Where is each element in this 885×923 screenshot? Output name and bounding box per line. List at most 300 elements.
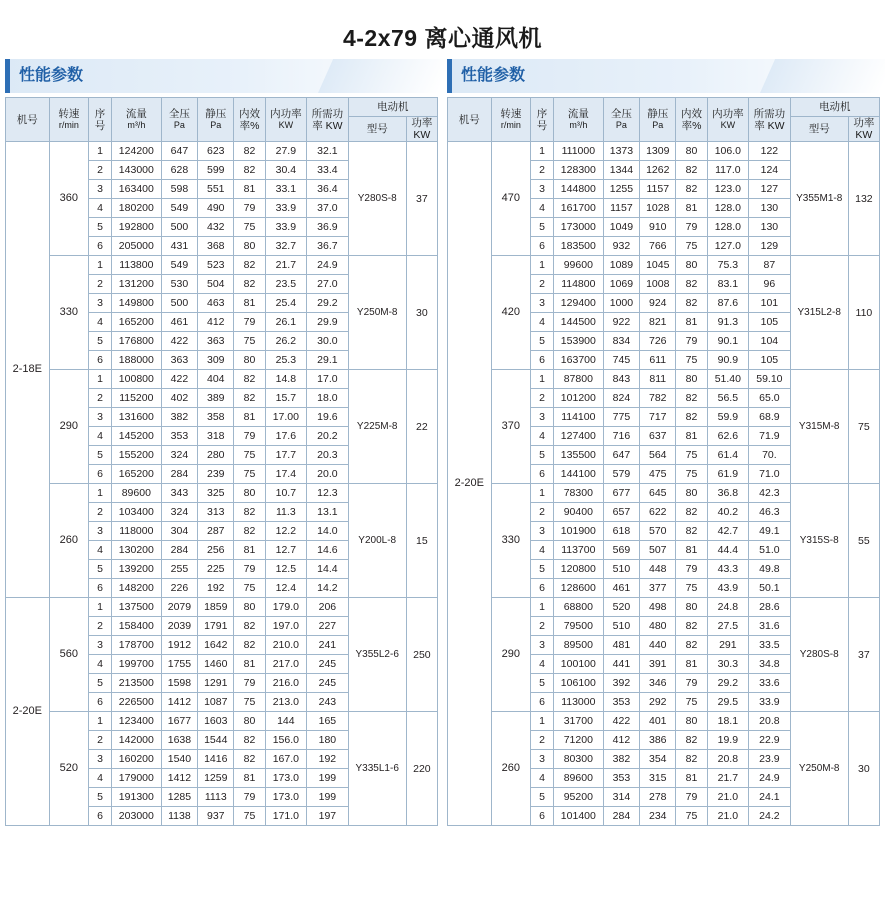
header-motor-model: 型号 [348, 117, 406, 142]
total-pressure-cell: 1912 [161, 636, 197, 655]
speed-cell: 520 [49, 712, 88, 826]
required-power-cell: 22.9 [749, 731, 791, 750]
total-pressure-cell: 1000 [603, 294, 639, 313]
inner-power-cell: 216.0 [265, 674, 307, 693]
static-pressure-cell: 1113 [198, 788, 234, 807]
efficiency-cell: 75 [234, 332, 265, 351]
efficiency-cell: 81 [234, 655, 265, 674]
flow-cell: 113000 [553, 693, 603, 712]
index-cell: 2 [531, 503, 554, 522]
flow-cell: 161700 [553, 199, 603, 218]
index-cell: 1 [531, 598, 554, 617]
flow-cell: 120800 [553, 560, 603, 579]
total-pressure-cell: 598 [161, 180, 197, 199]
index-cell: 1 [531, 142, 554, 161]
efficiency-cell: 79 [234, 560, 265, 579]
flow-cell: 100800 [111, 370, 161, 389]
index-cell: 4 [89, 769, 112, 788]
total-pressure-cell: 422 [603, 712, 639, 731]
required-power-cell: 24.9 [307, 256, 349, 275]
total-pressure-cell: 1285 [161, 788, 197, 807]
table-row [448, 712, 880, 731]
total-pressure-cell: 579 [603, 465, 639, 484]
total-pressure-cell: 677 [603, 484, 639, 503]
efficiency-cell: 81 [676, 769, 707, 788]
flow-cell: 101200 [553, 389, 603, 408]
efficiency-cell: 75 [234, 218, 265, 237]
inner-power-cell: 21.0 [707, 807, 749, 826]
efficiency-cell: 81 [234, 408, 265, 427]
efficiency-cell: 81 [676, 655, 707, 674]
required-power-cell: 197 [307, 807, 349, 826]
efficiency-cell: 80 [234, 237, 265, 256]
flow-cell: 139200 [111, 560, 161, 579]
required-power-cell: 105 [749, 313, 791, 332]
speed-cell: 330 [49, 256, 88, 370]
total-pressure-cell: 500 [161, 294, 197, 313]
flow-cell: 176800 [111, 332, 161, 351]
flow-cell: 178700 [111, 636, 161, 655]
static-pressure-cell: 1008 [640, 275, 676, 294]
required-power-cell: 31.6 [749, 617, 791, 636]
inner-power-cell: 127.0 [707, 237, 749, 256]
index-cell: 6 [531, 807, 554, 826]
inner-power-cell: 123.0 [707, 180, 749, 199]
total-pressure-cell: 324 [161, 503, 197, 522]
required-power-cell: 87 [749, 256, 791, 275]
index-cell: 2 [531, 275, 554, 294]
static-pressure-cell: 726 [640, 332, 676, 351]
static-pressure-cell: 622 [640, 503, 676, 522]
static-pressure-cell: 1087 [198, 693, 234, 712]
index-cell: 2 [89, 731, 112, 750]
index-cell: 4 [531, 769, 554, 788]
flow-cell: 180200 [111, 199, 161, 218]
required-power-cell: 34.8 [749, 655, 791, 674]
inner-power-cell: 87.6 [707, 294, 749, 313]
static-pressure-cell: 292 [640, 693, 676, 712]
efficiency-cell: 82 [676, 522, 707, 541]
speed-cell: 470 [491, 142, 530, 256]
inner-power-cell: 15.7 [265, 389, 307, 408]
index-cell: 4 [89, 655, 112, 674]
efficiency-cell: 82 [234, 617, 265, 636]
header-static-pressure: 静压 Pa [640, 98, 676, 142]
index-cell: 6 [89, 693, 112, 712]
flow-cell: 192800 [111, 218, 161, 237]
flow-cell: 90400 [553, 503, 603, 522]
inner-power-cell: 91.3 [707, 313, 749, 332]
index-cell: 6 [531, 579, 554, 598]
flow-cell: 137500 [111, 598, 161, 617]
required-power-cell: 49.1 [749, 522, 791, 541]
index-cell: 3 [531, 636, 554, 655]
table-row [448, 256, 880, 275]
required-power-cell: 42.3 [749, 484, 791, 503]
table-row [6, 484, 438, 503]
required-power-cell: 199 [307, 769, 349, 788]
required-power-cell: 130 [749, 218, 791, 237]
static-pressure-cell: 1603 [198, 712, 234, 731]
machine-no-cell: 2-18E [6, 142, 50, 598]
efficiency-cell: 81 [234, 769, 265, 788]
index-cell: 2 [89, 161, 112, 180]
index-cell: 3 [531, 408, 554, 427]
header-index: 序 号 [89, 98, 112, 142]
total-pressure-cell: 843 [603, 370, 639, 389]
flow-cell: 135500 [553, 446, 603, 465]
efficiency-cell: 82 [676, 636, 707, 655]
inner-power-cell: 33.1 [265, 180, 307, 199]
required-power-cell: 33.4 [307, 161, 349, 180]
index-cell: 3 [89, 408, 112, 427]
efficiency-cell: 75 [676, 446, 707, 465]
speed-cell: 560 [49, 598, 88, 712]
flow-cell: 129400 [553, 294, 603, 313]
flow-cell: 128600 [553, 579, 603, 598]
total-pressure-cell: 549 [161, 256, 197, 275]
static-pressure-cell: 475 [640, 465, 676, 484]
total-pressure-cell: 353 [603, 769, 639, 788]
required-power-cell: 20.2 [307, 427, 349, 446]
index-cell: 1 [89, 484, 112, 503]
required-power-cell: 245 [307, 674, 349, 693]
total-pressure-cell: 284 [603, 807, 639, 826]
total-pressure-cell: 1638 [161, 731, 197, 750]
total-pressure-cell: 500 [161, 218, 197, 237]
total-pressure-cell: 834 [603, 332, 639, 351]
inner-power-cell: 217.0 [265, 655, 307, 674]
efficiency-cell: 82 [676, 180, 707, 199]
inner-power-cell: 210.0 [265, 636, 307, 655]
section-header-right-label: 性能参数 [461, 67, 526, 84]
index-cell: 2 [89, 503, 112, 522]
inner-power-cell: 128.0 [707, 218, 749, 237]
inner-power-cell: 61.9 [707, 465, 749, 484]
index-cell: 5 [89, 788, 112, 807]
inner-power-cell: 29.2 [707, 674, 749, 693]
inner-power-cell: 51.40 [707, 370, 749, 389]
index-cell: 5 [531, 674, 554, 693]
inner-power-cell: 43.9 [707, 579, 749, 598]
inner-power-cell: 21.7 [707, 769, 749, 788]
efficiency-cell: 80 [234, 712, 265, 731]
flow-cell: 165200 [111, 313, 161, 332]
index-cell: 3 [531, 522, 554, 541]
flow-cell: 144100 [553, 465, 603, 484]
required-power-cell: 129 [749, 237, 791, 256]
section-header-right [447, 59, 880, 93]
inner-power-cell: 26.2 [265, 332, 307, 351]
required-power-cell: 105 [749, 351, 791, 370]
required-power-cell: 27.0 [307, 275, 349, 294]
efficiency-cell: 79 [676, 788, 707, 807]
inner-power-cell: 83.1 [707, 275, 749, 294]
static-pressure-cell: 937 [198, 807, 234, 826]
inner-power-cell: 10.7 [265, 484, 307, 503]
index-cell: 5 [89, 560, 112, 579]
static-pressure-cell: 391 [640, 655, 676, 674]
static-pressure-cell: 448 [640, 560, 676, 579]
header-total-pressure: 全压 Pa [603, 98, 639, 142]
inner-power-cell: 40.2 [707, 503, 749, 522]
static-pressure-cell: 811 [640, 370, 676, 389]
motor-power-cell: 75 [848, 370, 879, 484]
index-cell: 6 [89, 237, 112, 256]
inner-power-cell: 18.1 [707, 712, 749, 731]
motor-power-cell: 37 [406, 142, 437, 256]
inner-power-cell: 173.0 [265, 769, 307, 788]
total-pressure-cell: 549 [161, 199, 197, 218]
required-power-cell: 29.9 [307, 313, 349, 332]
total-pressure-cell: 1255 [603, 180, 639, 199]
efficiency-cell: 82 [234, 161, 265, 180]
required-power-cell: 46.3 [749, 503, 791, 522]
index-cell: 3 [531, 180, 554, 199]
static-pressure-cell: 280 [198, 446, 234, 465]
table-row [448, 484, 880, 503]
performance-table-left [5, 97, 438, 826]
index-cell: 2 [531, 389, 554, 408]
inner-power-cell: 90.9 [707, 351, 749, 370]
index-cell: 5 [89, 674, 112, 693]
inner-power-cell: 144 [265, 712, 307, 731]
speed-cell: 290 [491, 598, 530, 712]
static-pressure-cell: 1045 [640, 256, 676, 275]
efficiency-cell: 81 [676, 313, 707, 332]
header-inner-power: 内功率 KW [265, 98, 307, 142]
flow-cell: 80300 [553, 750, 603, 769]
index-cell: 2 [89, 617, 112, 636]
flow-cell: 183500 [553, 237, 603, 256]
required-power-cell: 122 [749, 142, 791, 161]
header-efficiency: 内效 率% [234, 98, 265, 142]
inner-power-cell: 17.4 [265, 465, 307, 484]
total-pressure-cell: 1157 [603, 199, 639, 218]
static-pressure-cell: 504 [198, 275, 234, 294]
index-cell: 6 [531, 351, 554, 370]
required-power-cell: 29.2 [307, 294, 349, 313]
inner-power-cell: 59.9 [707, 408, 749, 427]
total-pressure-cell: 1138 [161, 807, 197, 826]
required-power-cell: 50.1 [749, 579, 791, 598]
inner-power-cell: 43.3 [707, 560, 749, 579]
motor-power-cell: 110 [848, 256, 879, 370]
flow-cell: 89600 [553, 769, 603, 788]
flow-cell: 226500 [111, 693, 161, 712]
motor-power-cell: 132 [848, 142, 879, 256]
static-pressure-cell: 611 [640, 351, 676, 370]
required-power-cell: 206 [307, 598, 349, 617]
efficiency-cell: 75 [234, 446, 265, 465]
required-power-cell: 33.9 [749, 693, 791, 712]
inner-power-cell: 25.4 [265, 294, 307, 313]
inner-power-cell: 44.4 [707, 541, 749, 560]
static-pressure-cell: 368 [198, 237, 234, 256]
efficiency-cell: 75 [676, 693, 707, 712]
total-pressure-cell: 716 [603, 427, 639, 446]
flow-cell: 191300 [111, 788, 161, 807]
efficiency-cell: 82 [676, 161, 707, 180]
efficiency-cell: 79 [234, 313, 265, 332]
inner-power-cell: 17.7 [265, 446, 307, 465]
left-column [5, 59, 438, 826]
static-pressure-cell: 440 [640, 636, 676, 655]
static-pressure-cell: 564 [640, 446, 676, 465]
efficiency-cell: 75 [676, 465, 707, 484]
efficiency-cell: 82 [676, 389, 707, 408]
index-cell: 6 [89, 579, 112, 598]
inner-power-cell: 12.2 [265, 522, 307, 541]
required-power-cell: 49.8 [749, 560, 791, 579]
inner-power-cell: 75.3 [707, 256, 749, 275]
efficiency-cell: 79 [676, 560, 707, 579]
static-pressure-cell: 480 [640, 617, 676, 636]
efficiency-cell: 82 [234, 275, 265, 294]
static-pressure-cell: 309 [198, 351, 234, 370]
required-power-cell: 20.0 [307, 465, 349, 484]
total-pressure-cell: 647 [603, 446, 639, 465]
total-pressure-cell: 618 [603, 522, 639, 541]
speed-cell: 360 [49, 142, 88, 256]
inner-power-cell: 26.1 [265, 313, 307, 332]
static-pressure-cell: 256 [198, 541, 234, 560]
index-cell: 6 [531, 465, 554, 484]
index-cell: 4 [531, 655, 554, 674]
speed-cell: 420 [491, 256, 530, 370]
inner-power-cell: 14.8 [265, 370, 307, 389]
index-cell: 4 [531, 427, 554, 446]
total-pressure-cell: 461 [161, 313, 197, 332]
inner-power-cell: 21.0 [707, 788, 749, 807]
required-power-cell: 14.6 [307, 541, 349, 560]
index-cell: 2 [531, 617, 554, 636]
static-pressure-cell: 910 [640, 218, 676, 237]
motor-model-cell: Y200L-8 [348, 484, 406, 598]
flow-cell: 71200 [553, 731, 603, 750]
efficiency-cell: 75 [234, 465, 265, 484]
required-power-cell: 28.6 [749, 598, 791, 617]
flow-cell: 158400 [111, 617, 161, 636]
header-efficiency: 内效 率% [676, 98, 707, 142]
inner-power-cell: 156.0 [265, 731, 307, 750]
section-header-left-label: 性能参数 [19, 67, 84, 84]
efficiency-cell: 81 [676, 199, 707, 218]
index-cell: 3 [531, 750, 554, 769]
inner-power-cell: 30.3 [707, 655, 749, 674]
efficiency-cell: 75 [234, 579, 265, 598]
flow-cell: 149800 [111, 294, 161, 313]
static-pressure-cell: 1309 [640, 142, 676, 161]
efficiency-cell: 75 [676, 237, 707, 256]
index-cell: 4 [89, 427, 112, 446]
total-pressure-cell: 657 [603, 503, 639, 522]
static-pressure-cell: 412 [198, 313, 234, 332]
flow-cell: 144800 [553, 180, 603, 199]
required-power-cell: 19.6 [307, 408, 349, 427]
total-pressure-cell: 382 [161, 408, 197, 427]
table-row [6, 142, 438, 161]
total-pressure-cell: 520 [603, 598, 639, 617]
total-pressure-cell: 1598 [161, 674, 197, 693]
motor-power-cell: 55 [848, 484, 879, 598]
flow-cell: 31700 [553, 712, 603, 731]
performance-table-right [447, 97, 880, 826]
index-cell: 3 [531, 294, 554, 313]
efficiency-cell: 79 [234, 199, 265, 218]
flow-cell: 143000 [111, 161, 161, 180]
required-power-cell: 13.1 [307, 503, 349, 522]
required-power-cell: 68.9 [749, 408, 791, 427]
static-pressure-cell: 401 [640, 712, 676, 731]
index-cell: 2 [89, 389, 112, 408]
total-pressure-cell: 745 [603, 351, 639, 370]
inner-power-cell: 27.9 [265, 142, 307, 161]
required-power-cell: 127 [749, 180, 791, 199]
flow-cell: 144500 [553, 313, 603, 332]
required-power-cell: 101 [749, 294, 791, 313]
header-required-power: 所需功 率 KW [749, 98, 791, 142]
header-static-pressure: 静压 Pa [198, 98, 234, 142]
static-pressure-cell: 358 [198, 408, 234, 427]
motor-power-cell: 220 [406, 712, 437, 826]
motor-power-cell: 37 [848, 598, 879, 712]
inner-power-cell: 19.9 [707, 731, 749, 750]
index-cell: 4 [531, 199, 554, 218]
total-pressure-cell: 481 [603, 636, 639, 655]
header-motor-power: 功率 KW [406, 117, 437, 142]
static-pressure-cell: 363 [198, 332, 234, 351]
static-pressure-cell: 717 [640, 408, 676, 427]
total-pressure-cell: 1049 [603, 218, 639, 237]
motor-model-cell: Y315M-8 [790, 370, 848, 484]
required-power-cell: 59.10 [749, 370, 791, 389]
flow-cell: 173000 [553, 218, 603, 237]
efficiency-cell: 80 [676, 142, 707, 161]
index-cell: 4 [89, 313, 112, 332]
right-column [447, 59, 880, 826]
total-pressure-cell: 530 [161, 275, 197, 294]
total-pressure-cell: 1755 [161, 655, 197, 674]
index-cell: 3 [89, 636, 112, 655]
total-pressure-cell: 1412 [161, 693, 197, 712]
flow-cell: 114100 [553, 408, 603, 427]
inner-power-cell: 173.0 [265, 788, 307, 807]
static-pressure-cell: 234 [640, 807, 676, 826]
static-pressure-cell: 637 [640, 427, 676, 446]
index-cell: 1 [531, 484, 554, 503]
motor-model-cell: Y335L1-6 [348, 712, 406, 826]
flow-cell: 127400 [553, 427, 603, 446]
index-cell: 5 [89, 218, 112, 237]
static-pressure-cell: 386 [640, 731, 676, 750]
table-row [6, 712, 438, 731]
speed-cell: 260 [491, 712, 530, 826]
efficiency-cell: 82 [676, 750, 707, 769]
required-power-cell: 199 [307, 788, 349, 807]
index-cell: 1 [531, 712, 554, 731]
total-pressure-cell: 1069 [603, 275, 639, 294]
efficiency-cell: 80 [234, 598, 265, 617]
total-pressure-cell: 628 [161, 161, 197, 180]
static-pressure-cell: 404 [198, 370, 234, 389]
motor-model-cell: Y225M-8 [348, 370, 406, 484]
total-pressure-cell: 314 [603, 788, 639, 807]
efficiency-cell: 81 [676, 427, 707, 446]
index-cell: 6 [531, 237, 554, 256]
required-power-cell: 245 [307, 655, 349, 674]
total-pressure-cell: 392 [603, 674, 639, 693]
